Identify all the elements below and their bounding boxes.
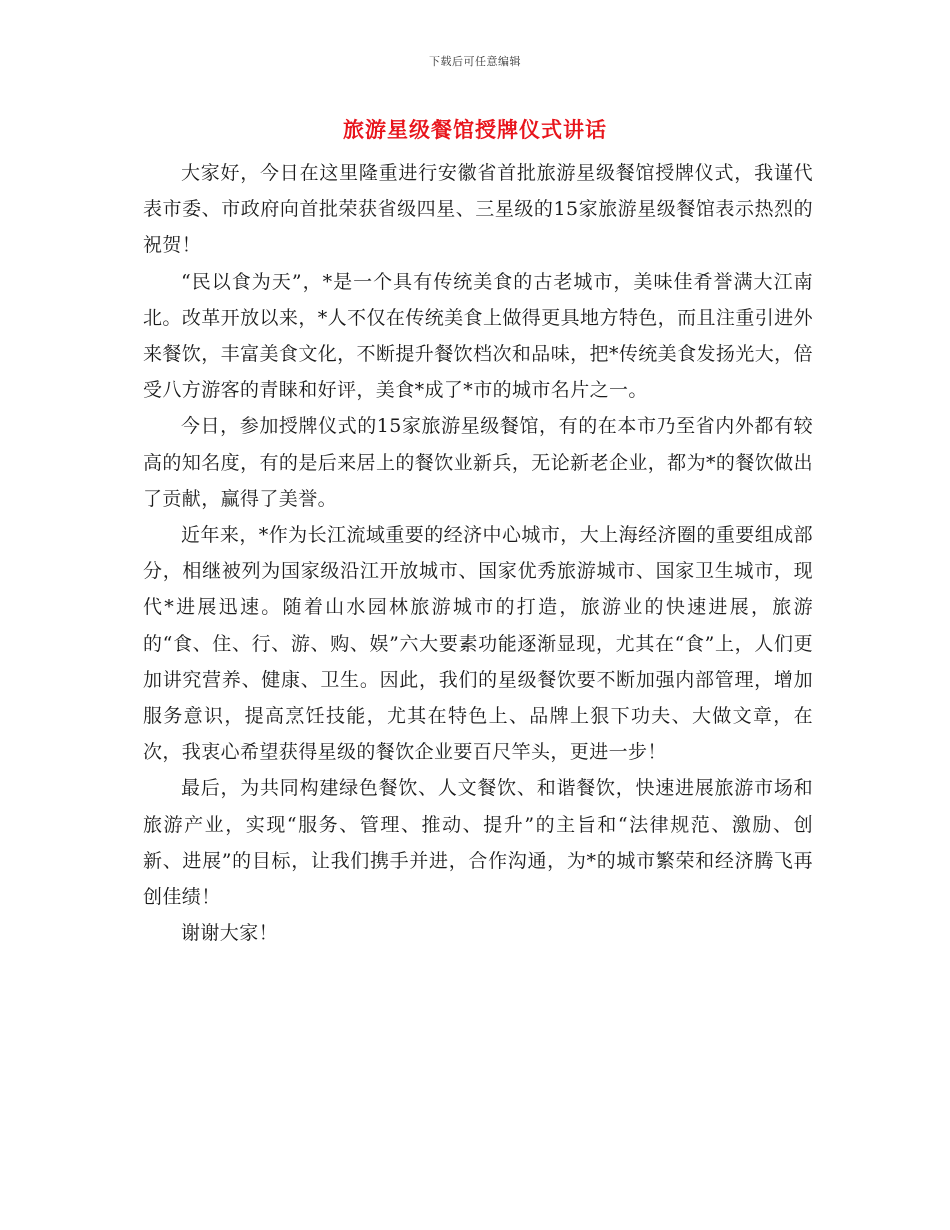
paragraph-thanks: 谢谢大家！ bbox=[181, 922, 279, 945]
paragraph-closing-goals: 最后，为共同构建绿色餐饮、人文餐饮、和谐餐饮，快速进展旅游市场和旅游产业，实现“服务、管理、推动、提升”的主旨和“法律规范、激励、创新、进展”的目标，让我们携手并进，合作沟通，为*的城市繁荣和经济腾飞再创佳绩！ bbox=[143, 777, 813, 909]
paragraph-city-development: 近年来，*作为长江流域重要的经济中心城市，大上海经济圈的重要组成部分，相继被列为国家级沿江开放城市、国家优秀旅游城市、国家卫生城市，现代*进展迅速。随着山水园林旅游城市的打造，旅游业的快速进展，旅游的“食、住、行、游、购、娱”六大要素功能逐渐显现，尤其在“食”上，人们更加讲究营养、健康、卫生。因此，我们的星级餐饮要不断加强内部管理，增加服务意识，提高烹饪技能，尤其在特色上、品牌上狠下功夫、大做文章，在次，我衷心希望获得星级的餐饮企业要百尺竿头，更进一步！ bbox=[143, 524, 813, 764]
document-body bbox=[143, 155, 813, 951]
paragraph-greeting: 大家好，今日在这里隆重进行安徽省首批旅游星级餐馆授牌仪式，我谨代表市委、市政府向首批荣获省级四星、三星级的15家旅游星级餐馆表示热烈的祝贺！ bbox=[143, 162, 813, 257]
paragraph-restaurants: 今日，参加授牌仪式的15家旅游星级餐馆，有的在本市乃至省内外都有较高的知名度，有的是后来居上的餐饮业新兵，无论新老企业，都为*的餐饮做出了贡献，赢得了美誉。 bbox=[143, 415, 813, 510]
paragraph-food-culture: “民以食为天”，*是一个具有传统美食的古老城市，美味佳肴誉满大江南北。改革开放以来，*人不仅在传统美食上做得更具地方特色，而且注重引进外来餐饮，丰富美食文化，不断提升餐饮档次和品味，把*传统美食发扬光大，倍受八方游客的青睐和好评，美食*成了*市的城市名片之一。 bbox=[143, 270, 813, 402]
header-note: 下载后可任意编辑 bbox=[429, 55, 521, 68]
document-title: 旅游星级餐馆授牌仪式讲话 bbox=[343, 117, 607, 142]
